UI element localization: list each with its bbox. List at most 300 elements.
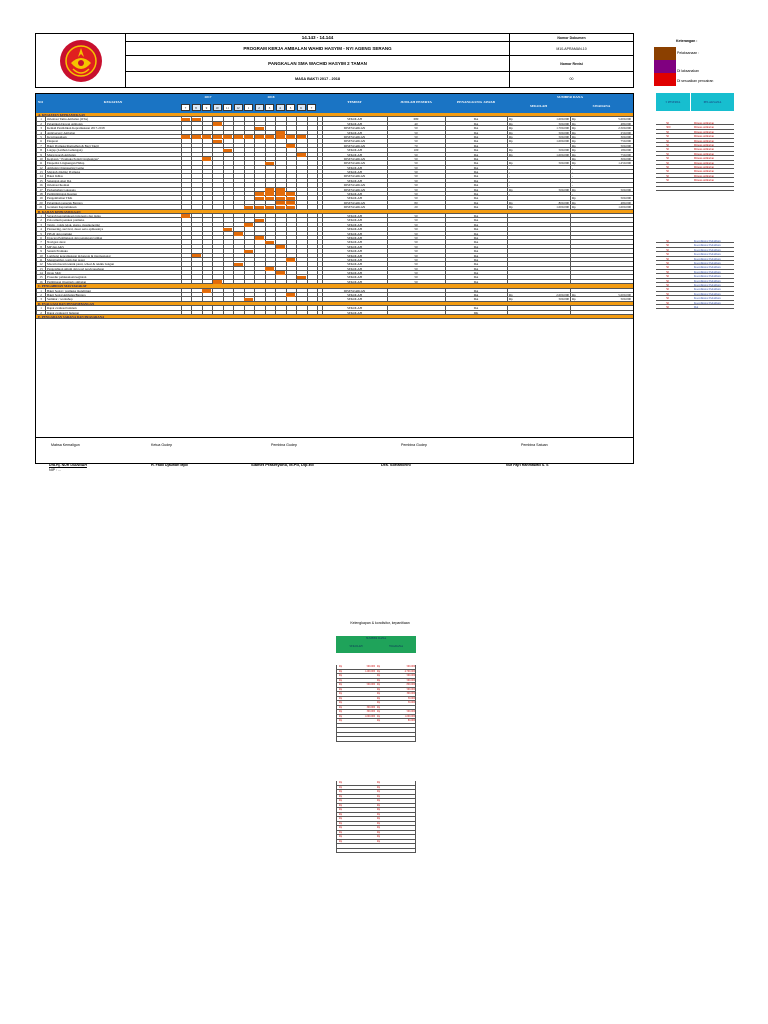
grid-line — [275, 289, 276, 292]
grid-line — [45, 254, 46, 257]
grid-line — [191, 271, 192, 274]
grid-line — [307, 218, 308, 221]
grid-line — [307, 293, 308, 296]
grid-line — [317, 153, 318, 156]
grid-line — [202, 205, 203, 208]
grid-line — [296, 245, 297, 248]
grid-line — [233, 153, 234, 156]
activity-name: Orate SKU — [47, 271, 62, 276]
grid-line — [212, 188, 213, 191]
grid-line — [181, 183, 182, 186]
grid-line — [223, 170, 224, 173]
grid-line — [244, 267, 245, 270]
grid-line — [233, 170, 234, 173]
grid-line — [265, 153, 266, 156]
grid-line — [307, 188, 308, 191]
activity-place: SEKOLAH — [347, 279, 362, 284]
grid-line — [570, 240, 571, 243]
grid-line — [181, 289, 182, 292]
participant-count: 50 — [414, 187, 418, 192]
grid-line — [307, 311, 308, 314]
grid-line — [570, 192, 571, 195]
activity-place: DISESUAIKAN — [343, 134, 366, 139]
signature-role-3: Pembina Gudep — [271, 443, 297, 447]
participant-count: 50 — [414, 218, 418, 223]
grid-line — [507, 157, 508, 160]
grid-line — [212, 306, 213, 309]
row-number: 17 — [39, 187, 43, 192]
activity-place: SEKOLAH — [347, 244, 362, 249]
grid-line — [45, 117, 46, 120]
grid-line — [233, 122, 234, 125]
grid-line — [286, 249, 287, 252]
person-in-charge: DA — [473, 279, 479, 284]
sekolah-amount: 1.000.000 — [556, 205, 569, 210]
grid-line — [191, 174, 192, 177]
grid-line — [45, 122, 46, 125]
person-in-charge: DA — [473, 257, 479, 262]
grid-line — [507, 227, 508, 230]
side-peserta: 50 — [666, 165, 669, 169]
grid-line — [181, 170, 182, 173]
row-number: 9 — [40, 249, 42, 254]
grid-line — [181, 232, 182, 235]
grid-line — [307, 254, 308, 257]
side-header-peserta: 5 PESERTA — [656, 93, 690, 111]
section-title: A. KEGIATAN KEPRAMUKAAN — [38, 113, 86, 117]
grid-line — [233, 174, 234, 177]
grid-line — [202, 179, 203, 182]
grid-line — [202, 262, 203, 265]
month-header: 3 — [265, 104, 274, 111]
grid-line — [296, 117, 297, 120]
grid-line — [244, 275, 245, 278]
grid-line — [244, 196, 245, 199]
signature-name-3: Slamet Prasetyono, M.Pd, Dip.Ed — [251, 462, 314, 467]
side-pelaksana: Koordinator Pelatihan — [694, 296, 721, 301]
swadana-amount: 250.000 — [620, 130, 631, 135]
activity-place: SEKOLAH — [347, 152, 362, 157]
grid-line — [265, 179, 266, 182]
grid-line — [286, 170, 287, 173]
grid-line — [45, 267, 46, 270]
grid-line — [202, 275, 203, 278]
grid-line — [275, 148, 276, 151]
grid-line — [507, 214, 508, 217]
swadana-amount: 500.000 — [620, 196, 631, 201]
grid-line — [45, 232, 46, 235]
grid-line — [265, 249, 266, 252]
grid-line — [254, 227, 255, 230]
grid-line — [307, 179, 308, 182]
grid-line — [45, 275, 46, 278]
grid-line — [45, 179, 46, 182]
grid-line — [233, 258, 234, 261]
grid-line — [265, 144, 266, 147]
table-body — [36, 113, 633, 319]
month-header: 1 — [244, 104, 253, 111]
grid-line — [212, 170, 213, 173]
grid-line — [275, 117, 276, 120]
grid-line — [191, 192, 192, 195]
grid-line — [233, 227, 234, 230]
grid-line — [202, 117, 203, 120]
swadana-currency: Rp — [572, 121, 576, 126]
swadana-amount: 300.000 — [620, 156, 631, 161]
grid-line — [507, 166, 508, 169]
row-number: 3 — [40, 297, 42, 302]
grid-line — [233, 254, 234, 257]
activity-place: SEKOLAH — [347, 227, 362, 232]
grid-line — [233, 236, 234, 239]
person-in-charge: DA — [473, 288, 479, 293]
grid-line — [254, 153, 255, 156]
activity-place: SEKOLAH — [347, 170, 362, 175]
activity-name: Bakti Pramuka/Ramadhan & Bagi Takjil — [47, 143, 99, 148]
funding-currency-left: Rp — [339, 692, 343, 695]
side-peserta: 50 — [666, 300, 669, 305]
grid-line — [45, 170, 46, 173]
grid-line — [233, 218, 234, 221]
activity-name: Ambalan Orienteering Game — [47, 165, 84, 170]
grid-line — [45, 126, 46, 129]
side-pelaksana: Koordinator Pelatihan — [694, 247, 721, 252]
grid-line — [191, 196, 192, 199]
grid-line — [45, 258, 46, 261]
grid-line — [181, 258, 182, 261]
funding-currency-right: Rp — [377, 790, 381, 793]
grid-line — [507, 205, 508, 208]
grid-line — [181, 223, 182, 226]
funding-currency-right: Rp — [377, 687, 381, 691]
side-pelaksana: Dinasa Ambalan — [694, 178, 714, 183]
month-header: 2 — [255, 104, 264, 111]
grid-line — [202, 192, 203, 195]
grid-line — [265, 214, 266, 217]
activity-name: Rapat evaluasi bulanan — [47, 306, 77, 311]
month-header: 7 — [307, 104, 316, 111]
activity-name: Pembimbingan Ikonian — [47, 192, 77, 197]
sekolah-currency: Rp — [509, 134, 513, 139]
grid-line — [296, 289, 297, 292]
side-peserta: 50 — [666, 239, 669, 243]
grid-line — [181, 275, 182, 278]
grid-line — [181, 245, 182, 248]
grid-line — [307, 174, 308, 177]
grid-line — [275, 126, 276, 129]
grid-line — [275, 122, 276, 125]
activity-name: Orientasi Ikonian — [47, 183, 70, 188]
grid-line — [212, 131, 213, 134]
row-number: 3 — [40, 222, 42, 227]
swadana-currency: Rp — [572, 126, 576, 131]
funding-currency-left: Rp — [339, 719, 343, 722]
grid-line — [307, 240, 308, 243]
grid-line — [275, 236, 276, 239]
grid-line — [223, 236, 224, 239]
grid-line — [387, 306, 388, 309]
grid-line — [233, 240, 234, 243]
grid-line — [181, 289, 182, 292]
grid-line — [307, 148, 308, 151]
grid-line — [317, 249, 318, 252]
grid-line — [296, 311, 297, 314]
grid-line — [181, 262, 182, 265]
grid-line — [265, 223, 266, 226]
side-pelaksana: Dinasa Ambalan — [694, 156, 714, 161]
swadana-currency: Rp — [572, 161, 576, 166]
grid-line — [570, 258, 571, 261]
grid-line — [223, 311, 224, 314]
grid-line — [307, 196, 308, 199]
grid-line — [254, 201, 255, 204]
swadana-currency: Rp — [572, 130, 576, 135]
grid-line — [286, 157, 287, 160]
grid-line — [296, 240, 297, 243]
grid-line — [507, 311, 508, 314]
grid-line — [296, 126, 297, 129]
side-peserta: 50 — [666, 156, 669, 161]
grid-line — [286, 153, 287, 156]
side-peserta: 50 — [666, 138, 669, 143]
grid-line — [223, 144, 224, 147]
person-in-charge: DA — [473, 297, 479, 302]
grid-line — [507, 196, 508, 199]
grid-line — [191, 240, 192, 243]
funding-amount-left: 300.000 — [366, 710, 375, 713]
participant-count: 680 — [413, 117, 419, 122]
funding-amount-left: 1.000.000 — [364, 714, 375, 718]
grid-line — [507, 306, 508, 309]
grid-line — [233, 166, 234, 169]
grid-line — [307, 227, 308, 230]
grid-line — [244, 201, 245, 204]
row-number: 16 — [39, 183, 43, 188]
person-in-charge: DA — [473, 178, 479, 183]
person-in-charge: DA — [473, 218, 479, 223]
grid-line — [191, 262, 192, 265]
grid-line — [181, 188, 182, 191]
row-number: 21 — [39, 205, 43, 210]
swadana-amount: 480.000 — [620, 121, 631, 126]
grid-line — [233, 289, 234, 292]
grid-line — [507, 192, 508, 195]
grid-line — [317, 174, 318, 177]
grid-line — [202, 170, 203, 173]
grid-line — [233, 183, 234, 186]
swadana-amount: 300.000 — [620, 134, 631, 139]
activity-place: DISESUAIKAN — [343, 183, 366, 188]
grid-line — [317, 131, 318, 134]
participant-count: 50 — [414, 174, 418, 179]
row-number: 2 — [40, 218, 42, 223]
sekolah-currency: Rp — [509, 121, 513, 126]
grid-line — [317, 179, 318, 182]
grid-line — [45, 249, 46, 252]
legend-label-dilaksanakan: Di laksanakan — [677, 69, 699, 73]
swadana-currency: - — [572, 183, 574, 188]
grid-line — [275, 144, 276, 147]
grid-line — [275, 179, 276, 182]
swadana-amount: 750.000 — [620, 139, 631, 144]
grid-line — [275, 157, 276, 160]
grid-line — [212, 179, 213, 182]
activity-name: Seminar / workshop — [47, 297, 73, 302]
program-table — [35, 93, 634, 438]
grid-line — [254, 144, 255, 147]
person-in-charge: DA — [473, 196, 479, 201]
grid-line — [275, 275, 276, 278]
grid-line — [181, 254, 182, 257]
sekolah-currency: Rp — [509, 152, 513, 157]
grid-line — [265, 148, 266, 151]
activity-place: SEKOLAH — [347, 218, 362, 223]
activity-place: SEKOLAH — [347, 266, 362, 271]
participant-count: 50 — [414, 227, 418, 232]
participant-count: 50 — [414, 262, 418, 267]
funding-table-header — [336, 636, 416, 653]
signature-role-1: Mabsa Kemaligun — [51, 443, 80, 447]
grid-line — [265, 170, 266, 173]
grid-line — [191, 218, 192, 221]
participant-count: 50 — [414, 134, 418, 139]
row-number: 13 — [39, 170, 43, 175]
activity-name: Ekspresi — [47, 139, 58, 144]
grid-line — [307, 232, 308, 235]
grid-line — [191, 188, 192, 191]
side-pelaksana: Dinasa Ambalan — [694, 173, 714, 178]
side-pelaksana: Koordinator Pelatihan — [694, 265, 721, 270]
grid-line — [265, 271, 266, 274]
grid-line — [570, 139, 571, 142]
grid-line — [254, 139, 255, 142]
grid-line — [307, 205, 308, 208]
grid-line — [191, 267, 192, 270]
grid-line — [254, 249, 255, 252]
grid-line — [254, 214, 255, 217]
funding-currency-right: Rp — [377, 826, 381, 829]
side-peserta: 300 — [666, 125, 671, 130]
grid-line — [265, 275, 266, 278]
grid-line — [570, 144, 571, 147]
person-in-charge: DA — [473, 117, 479, 122]
grid-line — [223, 267, 224, 270]
grid-line — [275, 297, 276, 300]
grid-line — [296, 205, 297, 208]
grid-line — [254, 293, 255, 296]
activity-place: DISESUAIKAN — [343, 126, 366, 131]
grid-line — [507, 240, 508, 243]
col-penanggung-jawab: PENANGGUNG JAWAB — [456, 100, 496, 104]
grid-line — [296, 254, 297, 257]
grid-line — [223, 280, 224, 283]
side-pelaksana: Dinasa Ambalan — [694, 165, 714, 169]
funding-currency-left: Rp — [339, 705, 343, 709]
grid-line — [286, 214, 287, 217]
person-in-charge: DA — [473, 227, 479, 232]
grid-line — [212, 275, 213, 278]
row-number: 11 — [39, 161, 43, 166]
grid-line — [254, 148, 255, 151]
activity-name: Pengembalian TKK — [47, 196, 73, 201]
participant-count: 50 — [414, 235, 418, 240]
sekolah-currency: Rp — [509, 205, 513, 210]
grid-line — [296, 131, 297, 134]
grid-line — [181, 174, 182, 177]
grid-line — [45, 153, 46, 156]
grid-line — [202, 126, 203, 129]
grid-line — [191, 297, 192, 300]
grid-line — [233, 179, 234, 182]
funding-currency-right: Rp — [377, 839, 381, 843]
grid-line — [296, 161, 297, 164]
grid-line — [570, 236, 571, 239]
activity-place: SEKOLAH — [347, 192, 362, 197]
grid-line — [286, 262, 287, 265]
grid-line — [244, 232, 245, 235]
grid-line — [181, 139, 182, 142]
row-number: 6 — [40, 139, 42, 144]
funding-currency-left: Rp — [339, 669, 343, 673]
activity-place: SEKOLAH — [347, 293, 362, 298]
funding-amount-right: 800.000 — [406, 683, 415, 686]
grid-line — [307, 245, 308, 248]
grid-line — [296, 166, 297, 169]
grid-line — [45, 131, 46, 134]
row-number: 20 — [39, 200, 43, 205]
grid-line — [45, 135, 46, 138]
grid-line — [202, 280, 203, 283]
grid-line — [275, 280, 276, 283]
grid-line — [223, 174, 224, 177]
grid-line — [307, 249, 308, 252]
legend-title: Keterangan : — [676, 39, 698, 43]
row-number: 5 — [40, 231, 42, 236]
grid-line — [244, 153, 245, 156]
funding-currency-right: Rp — [377, 701, 381, 704]
grid-line — [181, 166, 182, 169]
funding-currency-left: Rp — [339, 674, 343, 677]
grid-line — [254, 157, 255, 160]
side-pelaksana: Koordinator Pelatihan — [694, 287, 721, 292]
person-in-charge: DA — [473, 183, 479, 188]
grid-line — [570, 267, 571, 270]
grid-line — [387, 289, 388, 292]
grid-line — [181, 183, 182, 186]
grid-line — [244, 188, 245, 191]
grid-line — [507, 135, 508, 138]
grid-line — [45, 306, 46, 309]
grid-line — [223, 126, 224, 129]
activity-place: DISESUAIKAN — [343, 288, 366, 293]
grid-line — [45, 262, 46, 265]
grid-line — [507, 262, 508, 265]
month-header: 4 — [276, 104, 285, 111]
swadana-currency: - — [572, 170, 574, 175]
person-in-charge: DA — [473, 192, 479, 197]
row-number: 8 — [40, 148, 42, 153]
grid-line — [223, 232, 224, 235]
table-header — [36, 94, 633, 113]
grid-line — [233, 131, 234, 134]
grid-line — [507, 117, 508, 120]
funding-currency-right: Rp — [377, 669, 381, 673]
month-header: 12 — [234, 104, 243, 111]
row-number: 9 — [40, 152, 42, 157]
person-in-charge: DA — [473, 266, 479, 271]
side-pelaksana: DA — [694, 305, 699, 309]
grid-line — [202, 311, 203, 314]
